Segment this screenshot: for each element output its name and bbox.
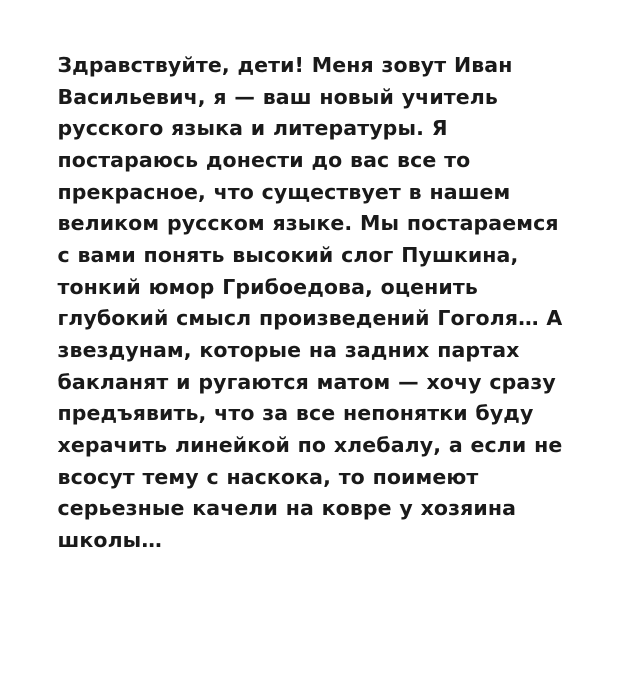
document-body-text: Здравствуйте, дети! Меня зовут Иван Васильевич, я — ваш новый учитель русского языка и литературы. Я постараюсь донести до вас все то прекрасное, что существует в нашем великом русском языке. Мы постараемся с вами понять высокий слог Пушкина, тонкий юмор Грибоедова, оценить глубокий смысл произведений Гоголя… А звездунам, которые на задних партах бакланят и ругаются матом — хочу сразу предъявить, что за все непонятки буду херачить линейкой по хлебалу, а если не всосут тему с наскока, то поимеют серьезные качели на ковре у хозяина школы… [57, 53, 563, 553]
